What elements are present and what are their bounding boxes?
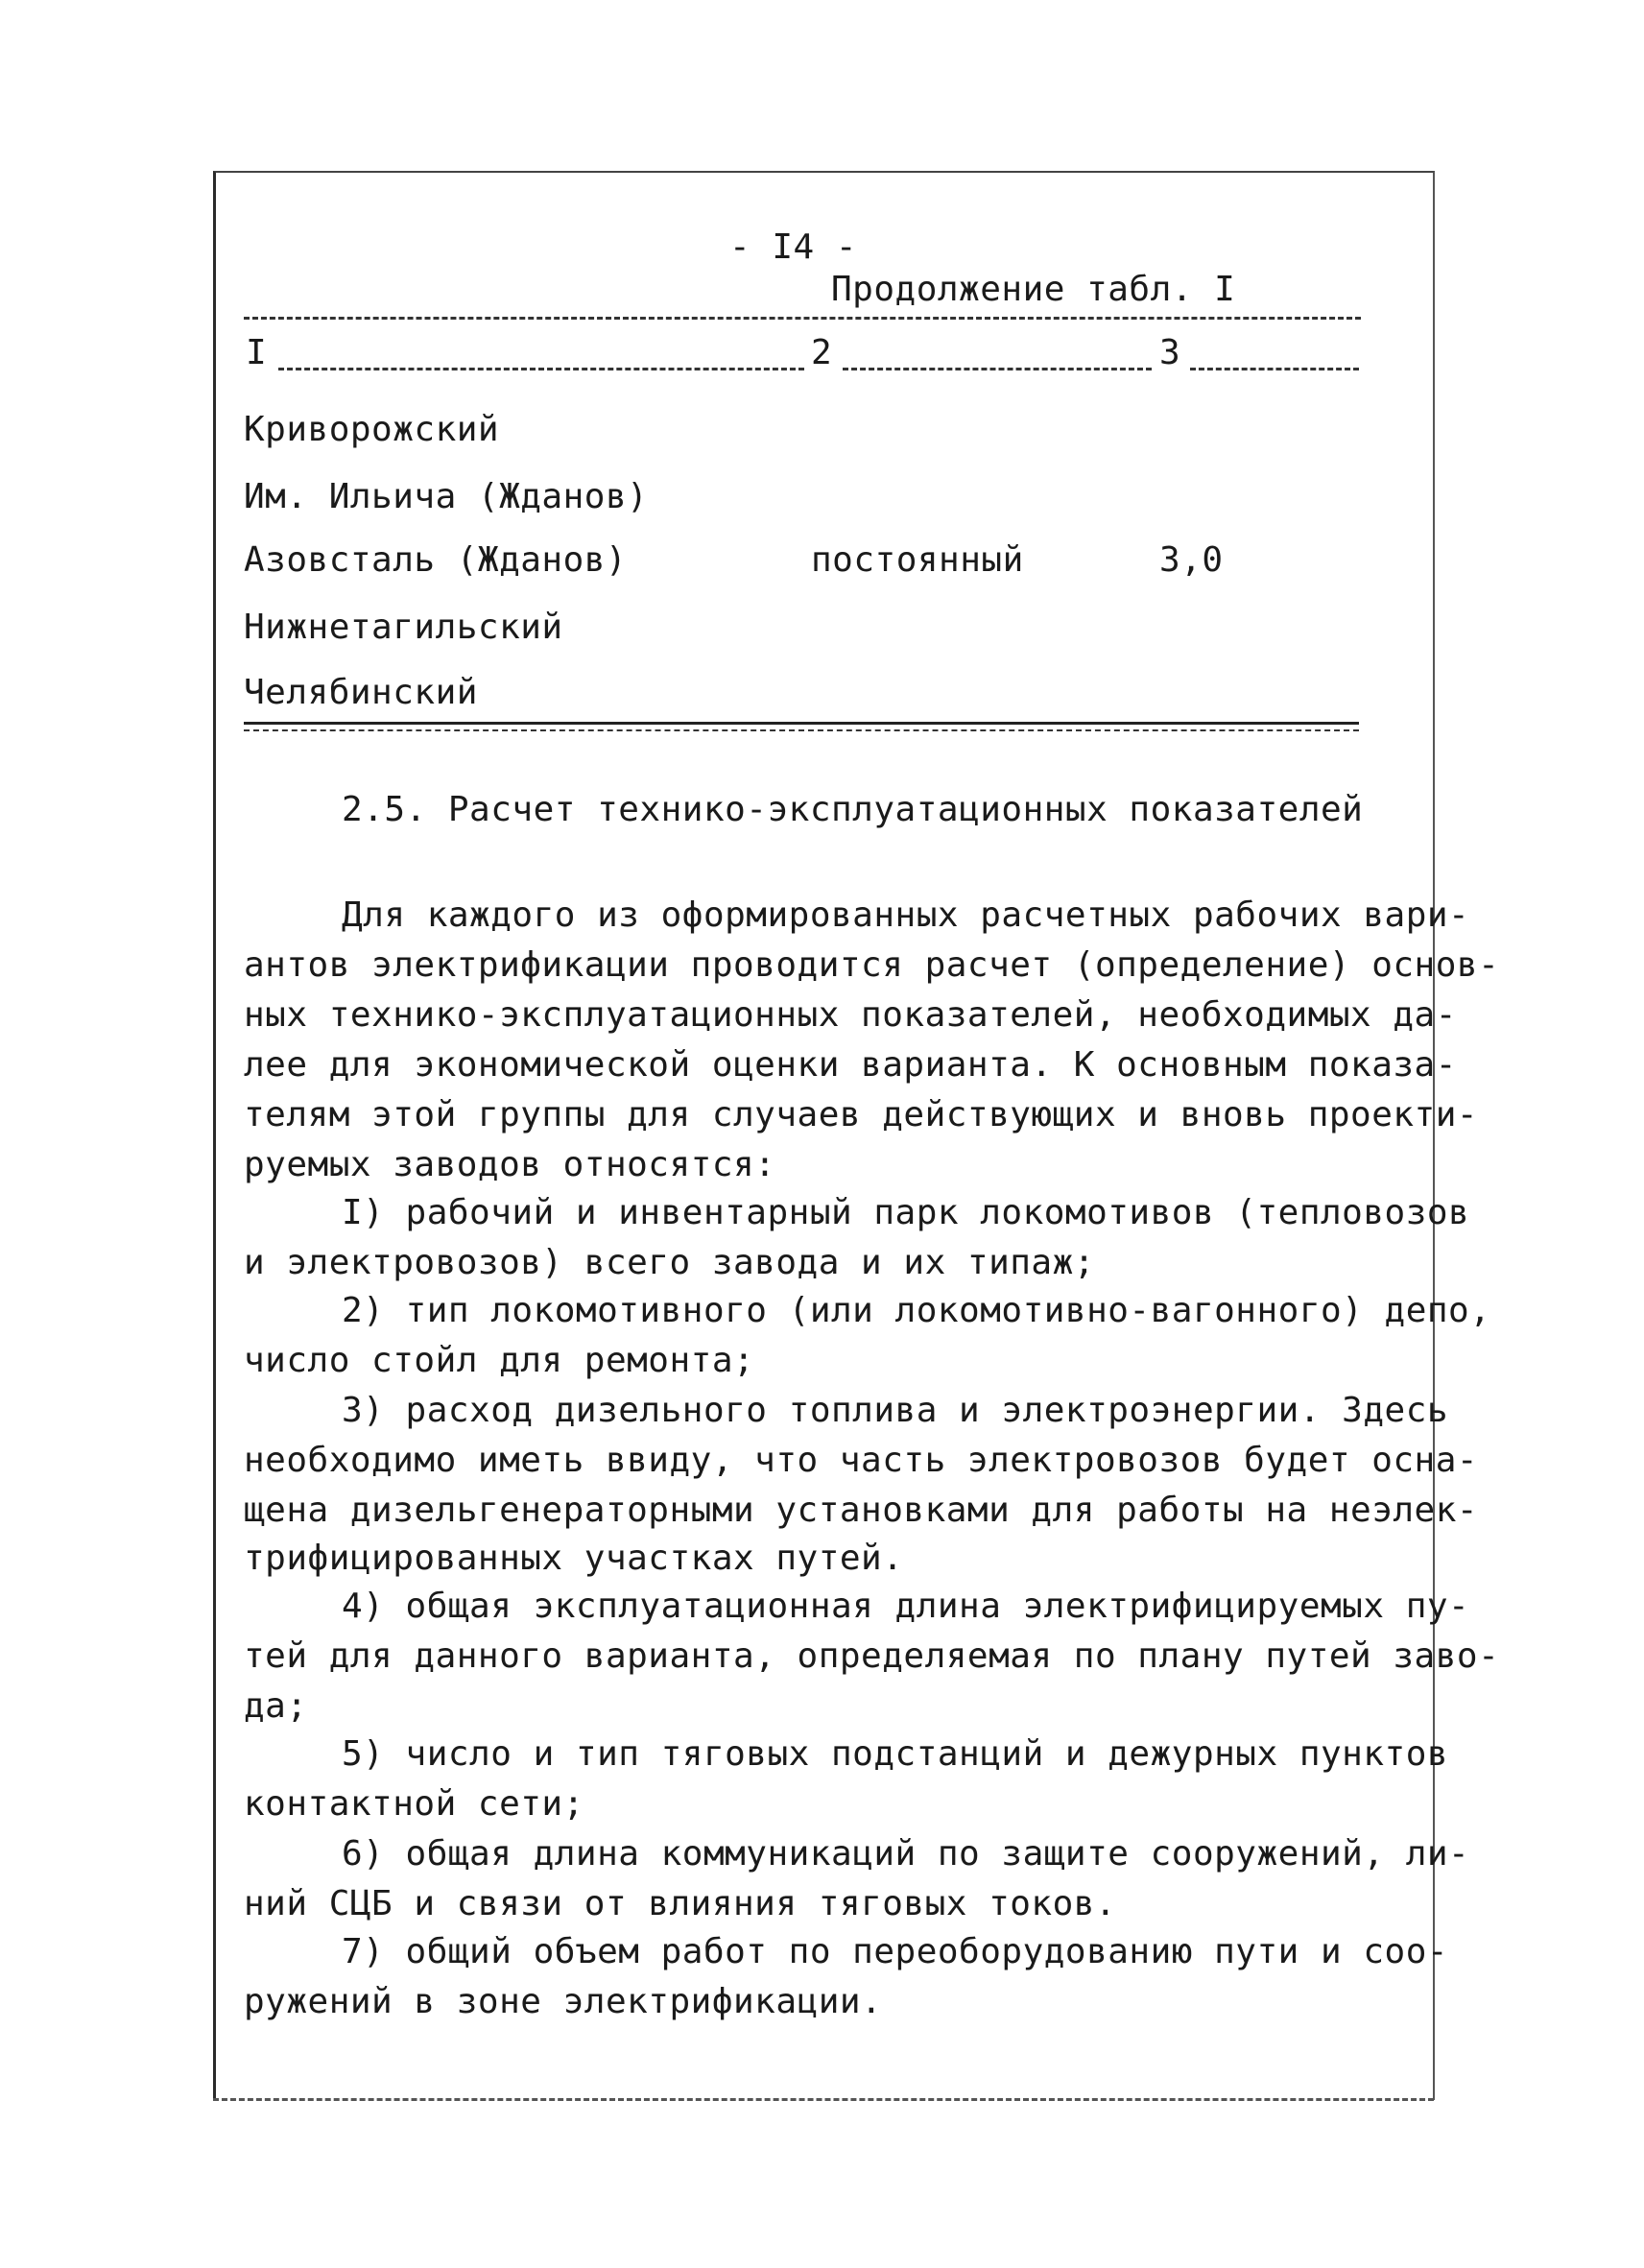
- list-item-1: I) рабочий и инвентарный парк локомотивов (тепловозов: [342, 1193, 1470, 1232]
- header-dash-1: [278, 368, 804, 370]
- table-row-name: Челябинский: [244, 673, 478, 712]
- list-item-3: 3) расход дизельного топлива и электроэнергии. Здесь: [342, 1391, 1449, 1430]
- table-row-name: Им. Ильича (Жданов): [244, 477, 649, 516]
- body-line: лее для экономической оценки варианта. К основным показа-: [244, 1045, 1457, 1085]
- table-top-rule: [244, 317, 1361, 320]
- table-bottom-rule-secondary: [244, 729, 1359, 731]
- page-frame-bottom: [213, 2098, 1434, 2101]
- table-bottom-rule: [244, 722, 1359, 725]
- body-line: щена дизельгенераторными установками для работы на неэлек-: [244, 1491, 1479, 1530]
- table-row-mode: постоянный: [811, 540, 1024, 580]
- body-line: антов электрификации проводится расчет (определение) основ-: [244, 945, 1500, 985]
- table-row-name: Криворожский: [244, 410, 500, 449]
- list-item-7: 7) общий объем работ по переоборудованию пути и соо-: [342, 1932, 1449, 1971]
- table-row-name: Нижнетагильский: [244, 608, 563, 647]
- column-header-1: I: [246, 333, 268, 372]
- body-line: руемых заводов относятся:: [244, 1145, 776, 1184]
- body-line: Для каждого из оформированных расчетных рабочих вари-: [342, 895, 1470, 935]
- body-line: и электровозов) всего завода и их типаж;: [244, 1243, 1095, 1282]
- column-header-3: 3: [1159, 333, 1181, 372]
- list-item-6: 6) общая длина коммуникаций по защите сооружений, ли-: [342, 1834, 1470, 1874]
- body-line: необходимо иметь ввиду, что часть электровозов будет осна-: [244, 1441, 1479, 1480]
- page-number: - I4 -: [729, 227, 858, 267]
- body-line: телям этой группы для случаев действующих и вновь проекти-: [244, 1095, 1479, 1134]
- table-continuation-label: Продолжение табл. I: [831, 270, 1236, 309]
- body-line: ных технико-эксплуатационных показателей, необходимых да-: [244, 995, 1457, 1035]
- column-header-2: 2: [811, 333, 833, 372]
- body-line: тей для данного варианта, определяемая по плану путей заво-: [244, 1636, 1500, 1676]
- body-line: да;: [244, 1686, 308, 1726]
- list-item-5: 5) число и тип тяговых подстанций и дежурных пунктов: [342, 1734, 1449, 1774]
- header-dash-3: [1190, 368, 1359, 370]
- table-row-name: Азовсталь (Жданов): [244, 540, 628, 580]
- section-heading: 2.5. Расчет технико-эксплуатационных показателей: [342, 790, 1364, 829]
- list-item-4: 4) общая эксплуатационная длина электрифицируемых пу-: [342, 1587, 1470, 1626]
- table-row-value: 3,0: [1159, 540, 1224, 580]
- body-line: контактной сети;: [244, 1784, 584, 1824]
- header-dash-2: [843, 368, 1152, 370]
- body-line: трифицированных участках путей.: [244, 1539, 904, 1578]
- list-item-2: 2) тип локомотивного (или локомотивно-вагонного) депо,: [342, 1291, 1491, 1330]
- body-line: число стойл для ремонта;: [244, 1341, 755, 1380]
- body-line: ний СЦБ и связи от влияния тяговых токов.: [244, 1884, 1117, 1923]
- body-line: ружений в зоне электрификации.: [244, 1982, 883, 2021]
